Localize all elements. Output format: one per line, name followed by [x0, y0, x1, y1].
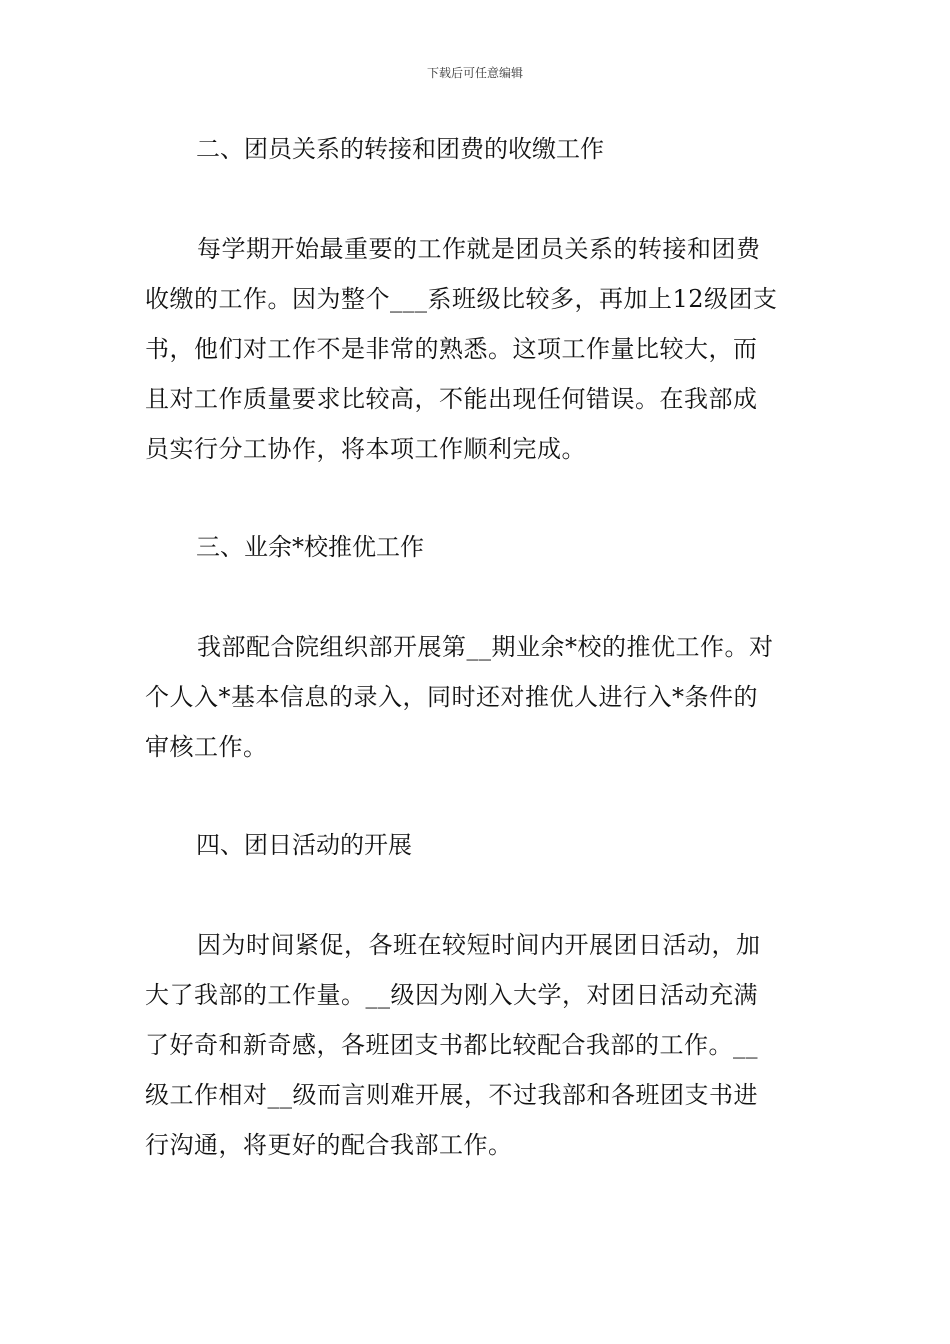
paragraph-line: 级工作相对__级而言则难开展，不过我部和各班团支书进 [145, 1081, 758, 1109]
section-heading: 二、团员关系的转接和团费的收缴工作 [196, 135, 604, 163]
section-heading: 四、团日活动的开展 [196, 831, 412, 859]
page-header: 下载后可任意编辑 [426, 66, 523, 80]
paragraph-line: 我部配合院组织部开展第__期业余*校的推优工作。对 [197, 633, 774, 661]
paragraph-line: 因为时间紧促，各班在较短时间内开展团日活动，加 [197, 931, 761, 959]
paragraph-line: 员实行分工协作，将本项工作顺利完成。 [145, 435, 586, 463]
paragraph-line: 书，他们对工作不是非常的熟悉。这项工作量比较大，而 [145, 335, 758, 363]
paragraph-line: 审核工作。 [145, 733, 268, 761]
paragraph-line: 收缴的工作。因为整个___系班级比较多，再加上12级团支 [145, 285, 778, 313]
paragraph-line: 大了我部的工作量。__级因为刚入大学，对团日活动充满 [145, 981, 758, 1009]
paragraph-line: 了好奇和新奇感，各班团支书都比较配合我部的工作。__ [145, 1031, 758, 1059]
paragraph-line: 行沟通，将更好的配合我部工作。 [145, 1131, 513, 1159]
paragraph-line: 个人入*基本信息的录入，同时还对推优人进行入*条件的 [145, 683, 758, 711]
paragraph-line: 每学期开始最重要的工作就是团员关系的转接和团费 [197, 235, 761, 263]
section-paragraph [145, 224, 813, 474]
section-heading: 三、业余*校推优工作 [196, 533, 424, 561]
section-paragraph [145, 622, 813, 772]
paragraph-line: 且对工作质量要求比较高，不能出现任何错误。在我部成 [145, 385, 758, 413]
section-paragraph [145, 920, 813, 1170]
